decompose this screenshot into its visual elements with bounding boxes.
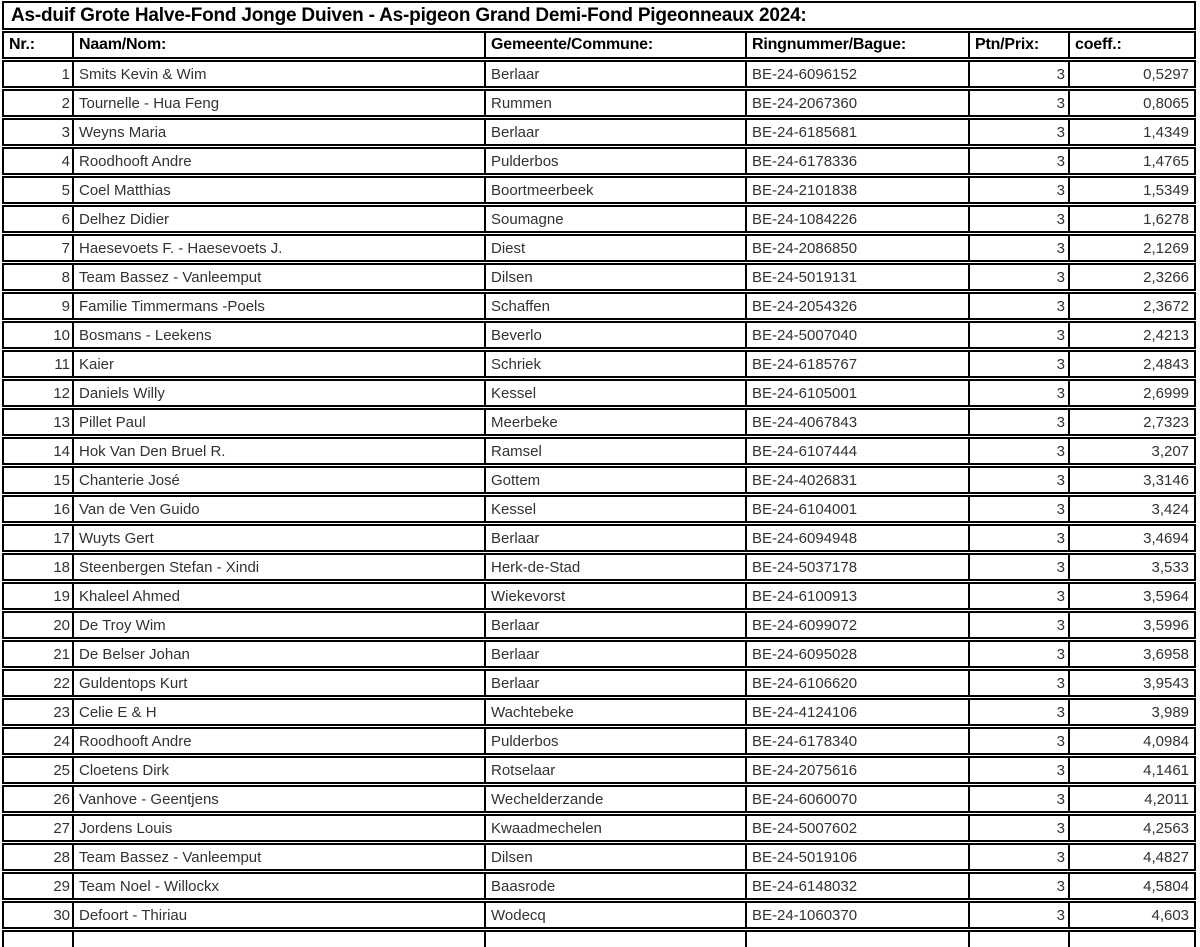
cell-ring: BE-24-5019106 [745, 843, 968, 871]
cell-name: Team Bassez - Vanleemput [72, 843, 484, 871]
column-header-nr: Nr.: [2, 31, 72, 59]
cell-coeff: 3,6958 [1068, 640, 1196, 668]
column-header-ring: Ringnummer/Bague: [745, 31, 968, 59]
cell-ring: BE-24-6096152 [745, 60, 968, 88]
cell-commune: Gottem [484, 466, 745, 494]
cell-nr: 25 [2, 756, 72, 784]
cell-nr: 7 [2, 234, 72, 262]
cell-coeff: 4,5804 [1068, 872, 1196, 900]
cell-ptn: 3 [968, 321, 1068, 349]
cell-nr: 23 [2, 698, 72, 726]
cell-ptn: 3 [968, 234, 1068, 262]
cell-coeff: 3,533 [1068, 553, 1196, 581]
empty-cell [72, 930, 484, 947]
cell-nr: 21 [2, 640, 72, 668]
cell-coeff: 3,5964 [1068, 582, 1196, 610]
table-row [2, 466, 1196, 494]
cell-name: Daniels Willy [72, 379, 484, 407]
cell-ring: BE-24-6148032 [745, 872, 968, 900]
cell-commune: Kessel [484, 495, 745, 523]
table-row [2, 669, 1196, 697]
cell-ptn: 3 [968, 901, 1068, 929]
cell-name: Team Noel - Willockx [72, 872, 484, 900]
cell-nr: 15 [2, 466, 72, 494]
cell-coeff: 4,4827 [1068, 843, 1196, 871]
cell-name: Haesevoets F. - Haesevoets J. [72, 234, 484, 262]
cell-ring: BE-24-2075616 [745, 756, 968, 784]
cell-coeff: 2,6999 [1068, 379, 1196, 407]
cell-name: Team Bassez - Vanleemput [72, 263, 484, 291]
table-row [2, 292, 1196, 320]
cell-name: Familie Timmermans -Poels [72, 292, 484, 320]
cell-commune: Kwaadmechelen [484, 814, 745, 842]
column-header-row [2, 31, 1196, 59]
cell-name: Cloetens Dirk [72, 756, 484, 784]
cell-nr: 24 [2, 727, 72, 755]
cell-coeff: 4,603 [1068, 901, 1196, 929]
cell-ptn: 3 [968, 176, 1068, 204]
cell-ring: BE-24-2101838 [745, 176, 968, 204]
cell-name: Roodhooft Andre [72, 147, 484, 175]
cell-name: Jordens Louis [72, 814, 484, 842]
page-title: As-duif Grote Halve-Fond Jonge Duiven - As-pigeon Grand Demi-Fond Pigeonneaux 2024: [2, 1, 1196, 30]
table-row [2, 785, 1196, 813]
empty-partial-row [2, 930, 1196, 947]
cell-ptn: 3 [968, 60, 1068, 88]
cell-coeff: 2,7323 [1068, 408, 1196, 436]
cell-ptn: 3 [968, 118, 1068, 146]
results-table [2, 0, 1196, 947]
cell-ring: BE-24-4026831 [745, 466, 968, 494]
cell-coeff: 3,207 [1068, 437, 1196, 465]
cell-name: Guldentops Kurt [72, 669, 484, 697]
cell-coeff: 2,3266 [1068, 263, 1196, 291]
table-row [2, 814, 1196, 842]
cell-coeff: 4,1461 [1068, 756, 1196, 784]
cell-ptn: 3 [968, 408, 1068, 436]
table-row [2, 89, 1196, 117]
cell-ptn: 3 [968, 872, 1068, 900]
cell-name: Coel Matthias [72, 176, 484, 204]
empty-cell [745, 930, 968, 947]
cell-name: Defoort - Thiriau [72, 901, 484, 929]
cell-nr: 16 [2, 495, 72, 523]
cell-nr: 9 [2, 292, 72, 320]
cell-ptn: 3 [968, 495, 1068, 523]
cell-nr: 8 [2, 263, 72, 291]
cell-ring: BE-24-2067360 [745, 89, 968, 117]
cell-ptn: 3 [968, 814, 1068, 842]
cell-ring: BE-24-6105001 [745, 379, 968, 407]
cell-ptn: 3 [968, 263, 1068, 291]
table-row [2, 495, 1196, 523]
cell-name: Smits Kevin & Wim [72, 60, 484, 88]
cell-nr: 1 [2, 60, 72, 88]
table-row [2, 553, 1196, 581]
cell-commune: Kessel [484, 379, 745, 407]
cell-name: Vanhove - Geentjens [72, 785, 484, 813]
cell-coeff: 1,6278 [1068, 205, 1196, 233]
table-row [2, 321, 1196, 349]
cell-ring: BE-24-6104001 [745, 495, 968, 523]
cell-commune: Dilsen [484, 263, 745, 291]
cell-coeff: 3,989 [1068, 698, 1196, 726]
cell-commune: Wodecq [484, 901, 745, 929]
table-row [2, 263, 1196, 291]
cell-commune: Berlaar [484, 669, 745, 697]
cell-ring: BE-24-6185767 [745, 350, 968, 378]
cell-ring: BE-24-6095028 [745, 640, 968, 668]
cell-nr: 30 [2, 901, 72, 929]
table-row [2, 756, 1196, 784]
table-row [2, 205, 1196, 233]
cell-nr: 14 [2, 437, 72, 465]
cell-coeff: 2,4213 [1068, 321, 1196, 349]
cell-commune: Pulderbos [484, 727, 745, 755]
cell-name: Khaleel Ahmed [72, 582, 484, 610]
cell-ring: BE-24-6099072 [745, 611, 968, 639]
cell-commune: Berlaar [484, 524, 745, 552]
cell-commune: Soumagne [484, 205, 745, 233]
table-row [2, 437, 1196, 465]
cell-coeff: 0,8065 [1068, 89, 1196, 117]
table-row [2, 640, 1196, 668]
cell-commune: Rotselaar [484, 756, 745, 784]
cell-coeff: 4,2011 [1068, 785, 1196, 813]
cell-name: Tournelle - Hua Feng [72, 89, 484, 117]
cell-nr: 18 [2, 553, 72, 581]
cell-nr: 12 [2, 379, 72, 407]
cell-name: De Belser Johan [72, 640, 484, 668]
cell-coeff: 1,4349 [1068, 118, 1196, 146]
cell-commune: Herk-de-Stad [484, 553, 745, 581]
cell-name: Wuyts Gert [72, 524, 484, 552]
cell-coeff: 3,5996 [1068, 611, 1196, 639]
cell-ptn: 3 [968, 785, 1068, 813]
cell-ring: BE-24-2054326 [745, 292, 968, 320]
cell-nr: 22 [2, 669, 72, 697]
cell-ptn: 3 [968, 350, 1068, 378]
empty-cell [484, 930, 745, 947]
cell-ptn: 3 [968, 466, 1068, 494]
cell-commune: Rummen [484, 89, 745, 117]
cell-name: De Troy Wim [72, 611, 484, 639]
cell-commune: Pulderbos [484, 147, 745, 175]
cell-coeff: 1,4765 [1068, 147, 1196, 175]
table-row [2, 843, 1196, 871]
cell-ring: BE-24-6100913 [745, 582, 968, 610]
table-row [2, 611, 1196, 639]
cell-nr: 26 [2, 785, 72, 813]
cell-ring: BE-24-6178340 [745, 727, 968, 755]
cell-commune: Schriek [484, 350, 745, 378]
cell-name: Roodhooft Andre [72, 727, 484, 755]
cell-ptn: 3 [968, 843, 1068, 871]
cell-ptn: 3 [968, 205, 1068, 233]
cell-ring: BE-24-5037178 [745, 553, 968, 581]
cell-commune: Wachtebeke [484, 698, 745, 726]
cell-ring: BE-24-6106620 [745, 669, 968, 697]
cell-ptn: 3 [968, 292, 1068, 320]
cell-nr: 11 [2, 350, 72, 378]
cell-coeff: 1,5349 [1068, 176, 1196, 204]
cell-ptn: 3 [968, 524, 1068, 552]
cell-commune: Schaffen [484, 292, 745, 320]
cell-nr: 4 [2, 147, 72, 175]
cell-name: Kaier [72, 350, 484, 378]
table-row [2, 147, 1196, 175]
cell-ring: BE-24-1084226 [745, 205, 968, 233]
empty-cell [2, 930, 72, 947]
cell-nr: 27 [2, 814, 72, 842]
cell-name: Celie E & H [72, 698, 484, 726]
cell-name: Bosmans - Leekens [72, 321, 484, 349]
cell-ptn: 3 [968, 727, 1068, 755]
cell-name: Steenbergen Stefan - Xindi [72, 553, 484, 581]
cell-ring: BE-24-5007602 [745, 814, 968, 842]
table-row [2, 408, 1196, 436]
cell-commune: Berlaar [484, 60, 745, 88]
cell-ptn: 3 [968, 437, 1068, 465]
cell-nr: 2 [2, 89, 72, 117]
cell-ring: BE-24-6060070 [745, 785, 968, 813]
empty-cell [968, 930, 1068, 947]
cell-commune: Boortmeerbeek [484, 176, 745, 204]
cell-commune: Berlaar [484, 118, 745, 146]
cell-ptn: 3 [968, 379, 1068, 407]
cell-nr: 19 [2, 582, 72, 610]
cell-ring: BE-24-6178336 [745, 147, 968, 175]
cell-commune: Ramsel [484, 437, 745, 465]
cell-nr: 3 [2, 118, 72, 146]
cell-ptn: 3 [968, 756, 1068, 784]
table-row [2, 350, 1196, 378]
column-header-name: Naam/Nom: [72, 31, 484, 59]
cell-ring: BE-24-4124106 [745, 698, 968, 726]
cell-commune: Meerbeke [484, 408, 745, 436]
cell-coeff: 0,5297 [1068, 60, 1196, 88]
cell-ptn: 3 [968, 582, 1068, 610]
table-row [2, 901, 1196, 929]
cell-commune: Wechelderzande [484, 785, 745, 813]
cell-ptn: 3 [968, 553, 1068, 581]
cell-coeff: 2,4843 [1068, 350, 1196, 378]
cell-name: Chanterie José [72, 466, 484, 494]
cell-coeff: 4,2563 [1068, 814, 1196, 842]
title-row [2, 1, 1196, 30]
cell-ptn: 3 [968, 89, 1068, 117]
cell-ring: BE-24-6185681 [745, 118, 968, 146]
cell-coeff: 3,424 [1068, 495, 1196, 523]
cell-nr: 17 [2, 524, 72, 552]
cell-commune: Wiekevorst [484, 582, 745, 610]
table-row [2, 379, 1196, 407]
cell-commune: Berlaar [484, 640, 745, 668]
cell-nr: 13 [2, 408, 72, 436]
cell-ring: BE-24-1060370 [745, 901, 968, 929]
cell-coeff: 3,3146 [1068, 466, 1196, 494]
cell-ring: BE-24-5019131 [745, 263, 968, 291]
cell-commune: Baasrode [484, 872, 745, 900]
cell-ring: BE-24-4067843 [745, 408, 968, 436]
cell-ptn: 3 [968, 611, 1068, 639]
cell-ptn: 3 [968, 698, 1068, 726]
table-row [2, 582, 1196, 610]
table-row [2, 872, 1196, 900]
cell-ring: BE-24-6094948 [745, 524, 968, 552]
column-header-commune: Gemeente/Commune: [484, 31, 745, 59]
cell-ptn: 3 [968, 640, 1068, 668]
cell-name: Hok Van Den Bruel R. [72, 437, 484, 465]
cell-ptn: 3 [968, 147, 1068, 175]
cell-nr: 28 [2, 843, 72, 871]
cell-name: Delhez Didier [72, 205, 484, 233]
cell-commune: Dilsen [484, 843, 745, 871]
cell-coeff: 2,1269 [1068, 234, 1196, 262]
cell-nr: 5 [2, 176, 72, 204]
column-header-coeff: coeff.: [1068, 31, 1196, 59]
table-row [2, 176, 1196, 204]
cell-coeff: 3,9543 [1068, 669, 1196, 697]
cell-commune: Beverlo [484, 321, 745, 349]
cell-coeff: 4,0984 [1068, 727, 1196, 755]
column-header-ptn: Ptn/Prix: [968, 31, 1068, 59]
cell-nr: 10 [2, 321, 72, 349]
cell-commune: Diest [484, 234, 745, 262]
cell-name: Weyns Maria [72, 118, 484, 146]
cell-name: Pillet Paul [72, 408, 484, 436]
cell-coeff: 2,3672 [1068, 292, 1196, 320]
cell-ring: BE-24-6107444 [745, 437, 968, 465]
cell-name: Van de Ven Guido [72, 495, 484, 523]
cell-nr: 6 [2, 205, 72, 233]
cell-commune: Berlaar [484, 611, 745, 639]
cell-coeff: 3,4694 [1068, 524, 1196, 552]
table-row [2, 118, 1196, 146]
cell-nr: 29 [2, 872, 72, 900]
table-row [2, 727, 1196, 755]
table-row [2, 698, 1196, 726]
table-row [2, 234, 1196, 262]
table-row [2, 60, 1196, 88]
cell-nr: 20 [2, 611, 72, 639]
cell-ring: BE-24-5007040 [745, 321, 968, 349]
empty-cell [1068, 930, 1196, 947]
table-row [2, 524, 1196, 552]
cell-ptn: 3 [968, 669, 1068, 697]
cell-ring: BE-24-2086850 [745, 234, 968, 262]
